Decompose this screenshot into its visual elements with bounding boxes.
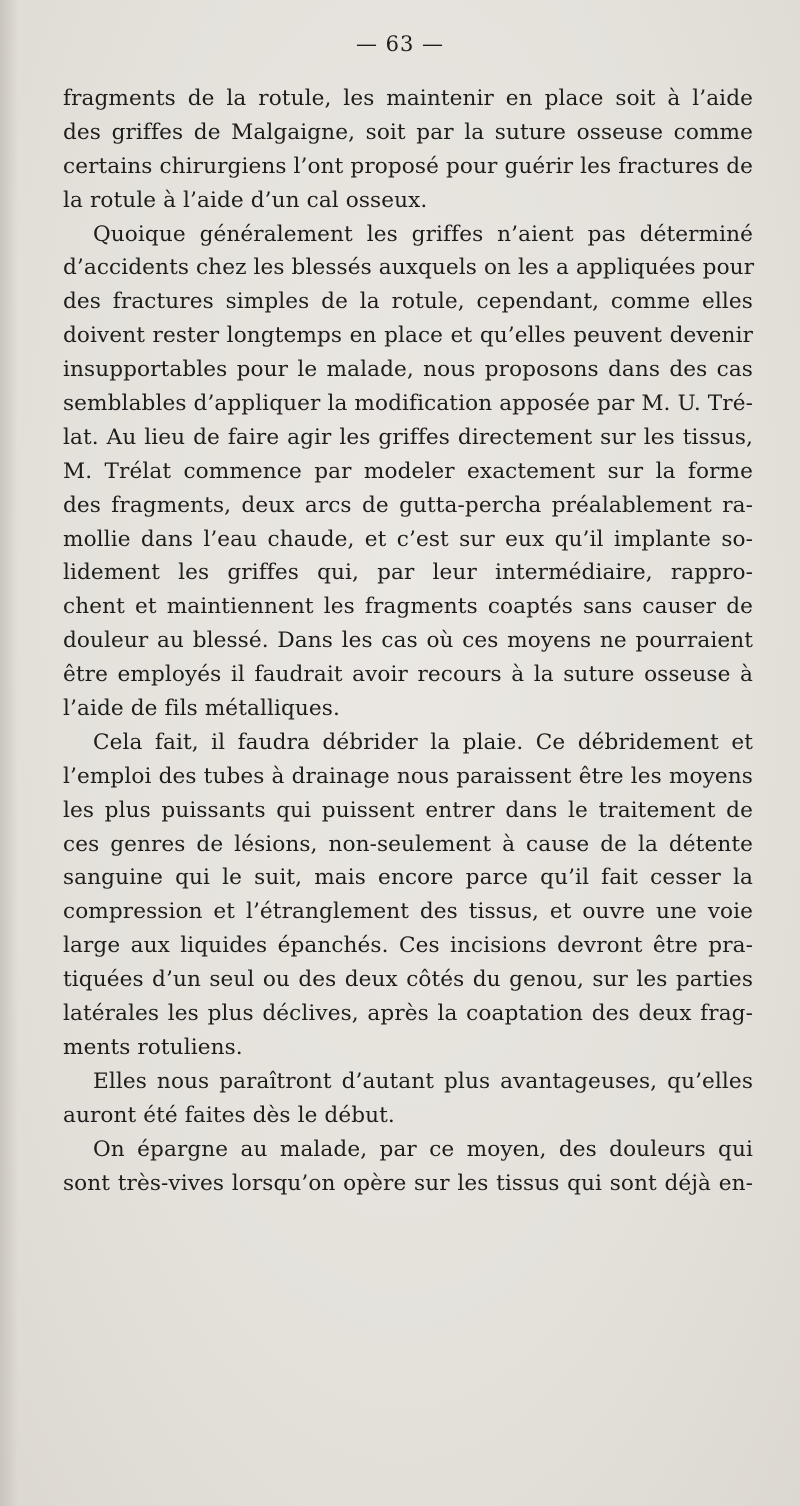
text-line: latérales les plus déclives, après la coaptation des deux frag- bbox=[63, 1001, 753, 1027]
text-line: compression et l’étranglement des tissus, et ouvre une voie bbox=[63, 899, 753, 925]
text-line: Cela fait, il faudra débrider la plaie. Ce débridement et bbox=[93, 729, 753, 755]
text-line: Elles nous paraîtront d’autant plus avantageuses, qu’elles bbox=[93, 1068, 753, 1094]
text-line: auront été faites dès le début. bbox=[63, 1102, 395, 1128]
text-line: mollie dans l’eau chaude, et c’est sur eux qu’il implante so- bbox=[63, 526, 753, 552]
text-line: les plus puissants qui puissent entrer dans le traitement de bbox=[63, 797, 753, 823]
text-line: des griffes de Malgaigne, soit par la suture osseuse comme bbox=[63, 119, 753, 145]
text-line: certains chirurgiens l’ont proposé pour guérir les fractures de bbox=[63, 153, 753, 179]
text-line: sanguine qui le suit, mais encore parce qu’il fait cesser la bbox=[63, 865, 753, 891]
text-line: tiquées d’un seul ou des deux côtés du genou, sur les parties bbox=[63, 967, 753, 993]
body-text bbox=[63, 82, 753, 1200]
text-line: semblables d’appliquer la modification apposée par M. U. Tré- bbox=[63, 391, 753, 417]
text-line: d’accidents chez les blessés auxquels on les a appliquées pour bbox=[63, 255, 755, 281]
text-line: doivent rester longtemps en place et qu’elles peuvent devenir bbox=[63, 323, 753, 349]
text-line: chent et maintiennent les fragments coaptés sans causer de bbox=[63, 594, 753, 620]
text-line: douleur au blessé. Dans les cas où ces moyens ne pourraient bbox=[63, 628, 753, 654]
text-line: M. Trélat commence par modeler exactement sur la forme bbox=[63, 458, 753, 484]
page-number: — 63 — bbox=[355, 32, 445, 56]
page-edge-shadow bbox=[0, 0, 18, 1506]
text-line: être employés il faudrait avoir recours à la suture osseuse à bbox=[63, 662, 753, 688]
text-line: large aux liquides épanchés. Ces incisions devront être pra- bbox=[63, 933, 753, 959]
text-line: des fractures simples de la rotule, cependant, comme elles bbox=[63, 289, 753, 315]
text-line: l’emploi des tubes à drainage nous paraissent être les moyens bbox=[63, 763, 753, 789]
text-line: lat. Au lieu de faire agir les griffes directement sur les tissus, bbox=[63, 424, 753, 450]
text-line: insupportables pour le malade, nous proposons dans des cas bbox=[63, 357, 753, 383]
text-line: la rotule à l’aide d’un cal osseux. bbox=[63, 187, 428, 213]
text-line: sont très-vives lorsqu’on opère sur les tissus qui sont déjà en- bbox=[63, 1170, 753, 1196]
text-line: ments rotuliens. bbox=[63, 1034, 243, 1060]
text-line: lidement les griffes qui, par leur intermédiaire, rappro- bbox=[63, 560, 753, 586]
text-line: fragments de la rotule, les maintenir en place soit à l’aide bbox=[63, 86, 753, 111]
text-line: l’aide de fils métalliques. bbox=[63, 696, 340, 722]
text-line: ces genres de lésions, non-seulement à cause de la détente bbox=[63, 831, 753, 857]
text-line: On épargne au malade, par ce moyen, des douleurs qui bbox=[93, 1136, 753, 1162]
text-line: des fragments, deux arcs de gutta-percha préalablement ra- bbox=[63, 492, 753, 518]
text-line: Quoique généralement les griffes n’aient pas déterminé bbox=[93, 221, 753, 247]
